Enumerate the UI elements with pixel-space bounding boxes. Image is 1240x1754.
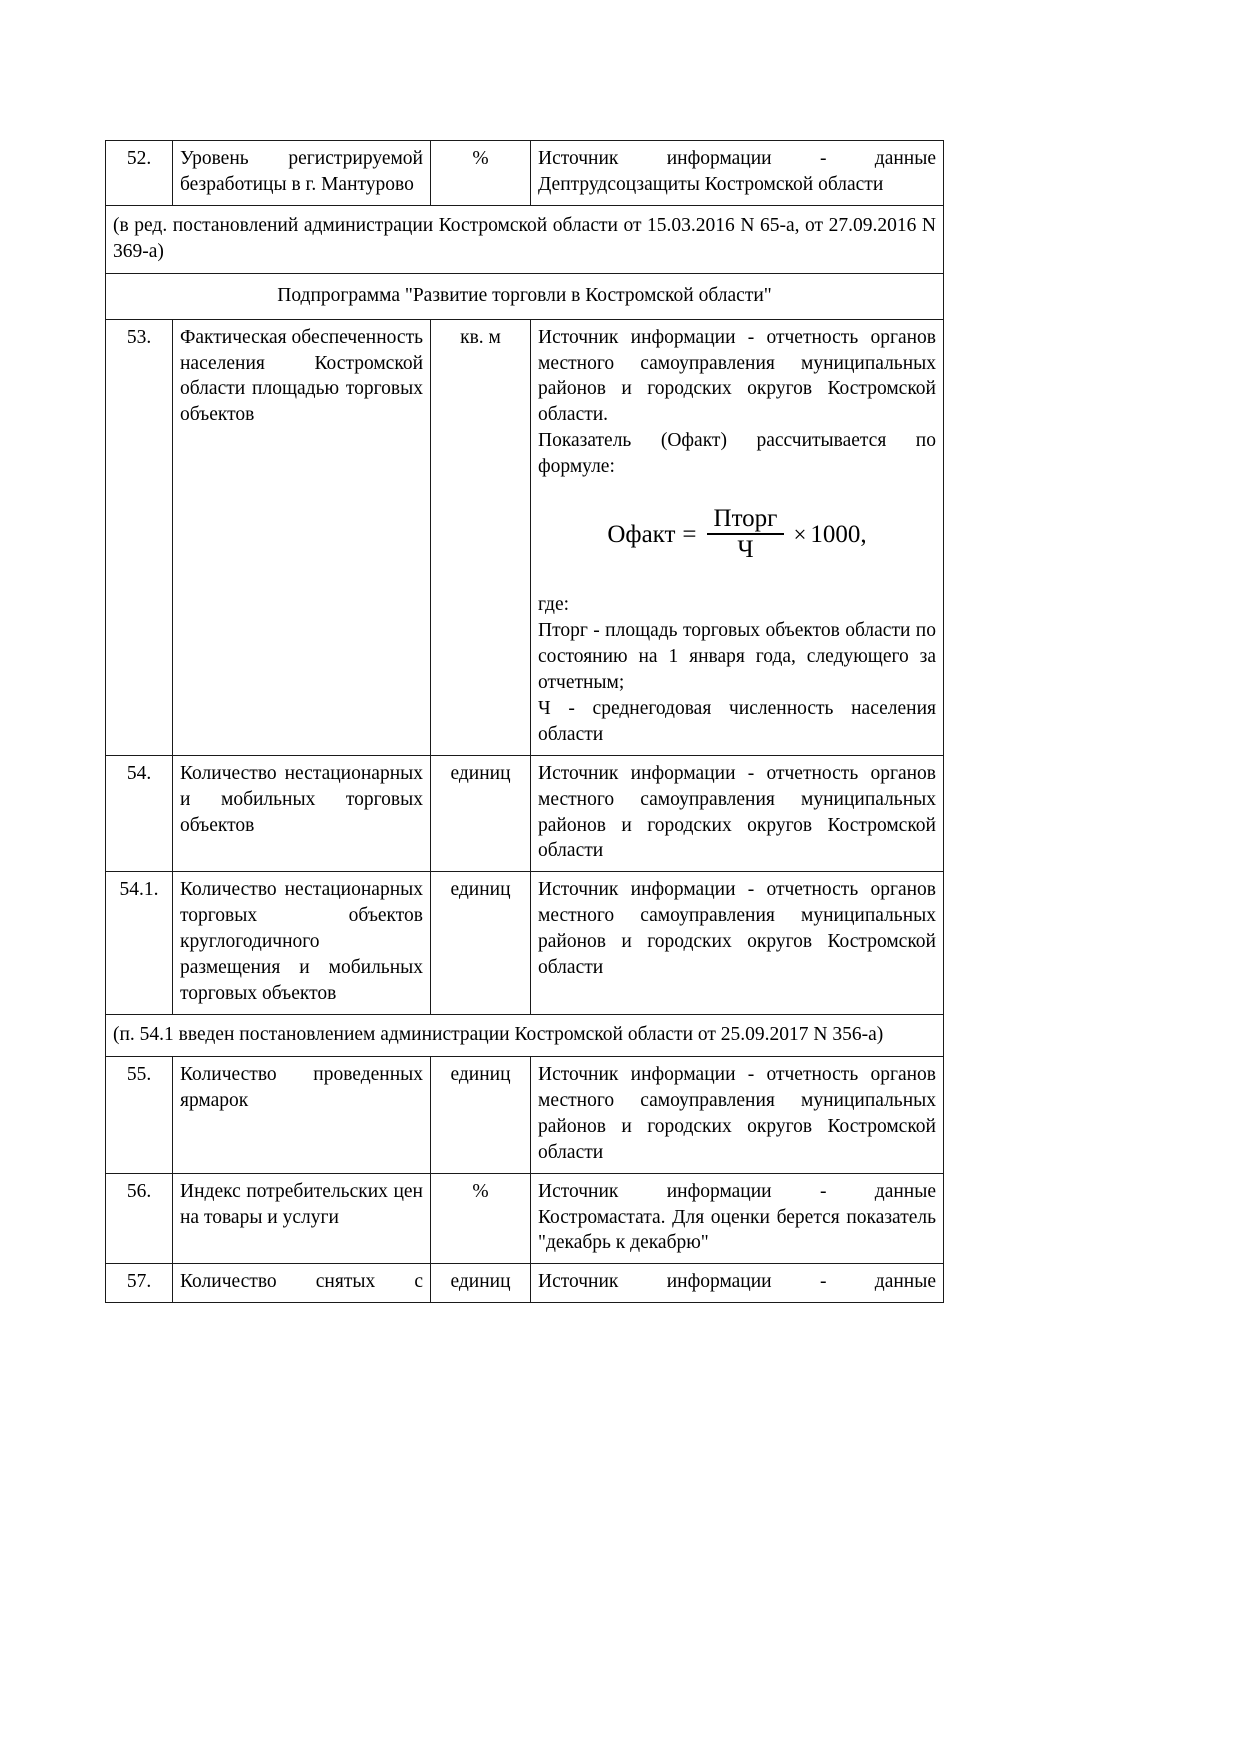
row-number-cell: 56. (106, 1173, 173, 1264)
table-row (106, 1056, 944, 1173)
formula-lhs: Офакт (607, 520, 676, 548)
table-row (106, 319, 944, 755)
indicator-name-cell (173, 141, 431, 206)
unit-cell: кв. м (431, 319, 531, 755)
indicators-table (105, 140, 944, 1303)
source-cell (531, 1056, 944, 1173)
source-text: Источник информации - отчетность органов местного самоуправления муниципальных районов и городских округов Костромской области (538, 762, 936, 862)
source-cell (531, 1173, 944, 1264)
table-row (106, 755, 944, 872)
source-cell (531, 319, 944, 755)
source-text-formula-intro: Показатель (Офакт) рассчитывается по формуле: (538, 430, 936, 478)
row-number-cell: 55. (106, 1056, 173, 1173)
row-number-cell: 54.1. (106, 872, 173, 1015)
unit-cell: единиц (431, 755, 531, 872)
source-text: Источник информации - данные Дептрудсоцзащиты Костромской области (538, 148, 936, 195)
unit-cell: единиц (431, 872, 531, 1015)
editorial-note-text: (в ред. постановлений администрации Костромской области от 15.03.2016 N 65-а, от 27.09.2016 N 369-а) (113, 214, 936, 262)
indicator-name-cell (173, 1173, 431, 1264)
formula-expression (607, 506, 866, 562)
source-text: Источник информации - отчетность органов местного самоуправления муниципальных районов и городских округов Костромской области (538, 1063, 936, 1163)
indicator-name-cell (173, 872, 431, 1015)
indicator-name-text: Количество снятых с (180, 1271, 423, 1293)
indicator-name-text: Количество нестационарных и мобильных торговых объектов (180, 762, 423, 836)
source-cell (531, 141, 944, 206)
unit-cell: % (431, 1173, 531, 1264)
unit-cell: единиц (431, 1056, 531, 1173)
indicator-name-text: Индекс потребительских цен на товары и услуги (180, 1180, 423, 1228)
source-cell (531, 1264, 944, 1303)
formula-where-label: где: (538, 594, 570, 616)
formula-factor: 1000 (810, 520, 861, 548)
table-row (106, 1264, 944, 1303)
formula-variable-ch: Ч - среднегодовая численность населения области (538, 697, 936, 745)
source-text-intro: Источник информации - отчетность органов местного самоуправления муниципальных районов и городских округов Костромской области. (538, 326, 936, 426)
unit-cell: единиц (431, 1264, 531, 1303)
subprogram-header-text: Подпрограмма "Развитие торговли в Костромской области" (277, 284, 772, 306)
table-row-subheader (106, 273, 944, 319)
indicator-name-cell (173, 1056, 431, 1173)
row-number-cell: 52. (106, 141, 173, 206)
formula-block (538, 506, 936, 562)
formula-multiply-sign: × (793, 521, 807, 547)
formula-equals-sign: = (682, 520, 697, 548)
source-text: Источник информации - данные Костромастата. Для оценки берется показатель "декабрь к декабрю" (538, 1180, 936, 1254)
source-text: Источник информации - отчетность органов местного самоуправления муниципальных районов и городских округов Костромской области (538, 879, 936, 979)
unit-cell: % (431, 141, 531, 206)
editorial-note-cell (106, 1014, 944, 1056)
row-number-cell: 54. (106, 755, 173, 872)
source-cell (531, 872, 944, 1015)
indicator-name-cell (173, 1264, 431, 1303)
formula-numerator: Пторг (713, 505, 778, 533)
indicator-name-text: Количество нестационарных торговых объектов круглогодичного размещения и мобильных торговых объектов (180, 879, 423, 1005)
row-number-cell: 53. (106, 319, 173, 755)
indicator-name-cell (173, 319, 431, 755)
indicator-name-text: Фактическая обеспеченность населения Костромской области площадью торговых объектов (180, 326, 423, 426)
indicator-name-cell (173, 755, 431, 872)
table-row (106, 1173, 944, 1264)
formula-variable-ptorg: Пторг - площадь торговых объектов области по состоянию на 1 января года, следующего за отчетным; (538, 620, 936, 693)
indicator-name-text: Уровень регистрируемой безработицы в г. Мантурово (180, 148, 423, 195)
formula-denominator: Ч (737, 536, 754, 564)
table-row-note (106, 1014, 944, 1056)
editorial-note-cell (106, 205, 944, 273)
editorial-note-text: (п. 54.1 введен постановлением администрации Костромской области от 25.09.2017 N 356-а) (113, 1023, 884, 1045)
formula-trailing-comma: , (860, 520, 867, 548)
table-row (106, 872, 944, 1015)
table-row (106, 141, 944, 206)
subprogram-header-cell (106, 273, 944, 319)
table-row-note (106, 205, 944, 273)
source-cell (531, 755, 944, 872)
source-text: Источник информации - данные (538, 1271, 936, 1293)
indicator-name-text: Количество проведенных ярмарок (180, 1063, 423, 1111)
formula-fraction (707, 506, 785, 562)
row-number-cell: 57. (106, 1264, 173, 1303)
